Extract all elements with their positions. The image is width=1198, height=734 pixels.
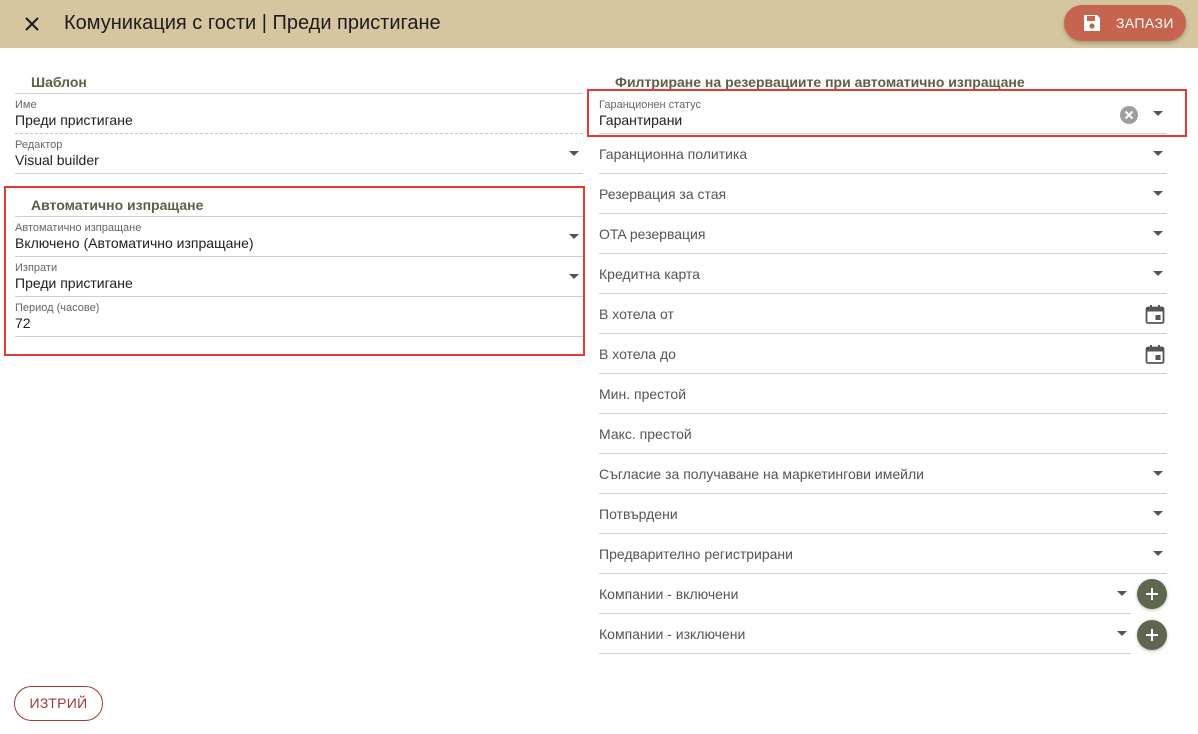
plus-icon: [1145, 587, 1159, 601]
add-company-included-button[interactable]: [1137, 579, 1167, 609]
preregistered-label: Предварително регистрирани: [599, 546, 793, 562]
dropdown-arrow-icon[interactable]: [1153, 271, 1163, 276]
filter-section-title: Филтриране на резервациите при автоматично изпращане: [615, 74, 1025, 90]
delete-button[interactable]: ИЗТРИЙ: [14, 686, 103, 721]
calendar-icon[interactable]: [1145, 344, 1165, 364]
companies-included-label: Компании - включени: [599, 586, 739, 602]
marketing-consent-select[interactable]: [599, 454, 1167, 494]
name-field-label: Име: [15, 99, 37, 111]
min-stay-label: Мин. престой: [599, 386, 687, 402]
save-icon: [1082, 13, 1102, 33]
editor-select-label: Редактор: [15, 139, 63, 151]
send-select-label: Изпрати: [15, 262, 58, 274]
min-stay-input[interactable]: [599, 374, 1167, 414]
calendar-icon[interactable]: [1145, 304, 1165, 324]
auto-send-section-title: Автоматично изпращане: [31, 197, 204, 213]
editor-select[interactable]: [15, 134, 583, 174]
name-field-value: Преди пристигане: [15, 112, 133, 128]
dropdown-arrow-icon[interactable]: [569, 274, 579, 279]
dropdown-arrow-icon[interactable]: [1153, 511, 1163, 516]
save-button-label: ЗАПАЗИ: [1116, 15, 1174, 31]
template-section-title: Шаблон: [31, 74, 87, 90]
guarantee-status-select[interactable]: [599, 94, 1167, 134]
add-company-excluded-button[interactable]: [1137, 620, 1167, 650]
save-button[interactable]: [1064, 5, 1186, 41]
ota-reservation-label: OTA резервация: [599, 226, 706, 242]
marketing-consent-label: Съгласие за получаване на маркетингови имейли: [599, 466, 924, 482]
max-stay-input[interactable]: [599, 414, 1167, 454]
dropdown-arrow-icon[interactable]: [1153, 151, 1163, 156]
auto-send-select-label: Автоматично изпращане: [15, 222, 142, 234]
in-hotel-from-date[interactable]: [599, 294, 1167, 334]
send-select-value: Преди пристигане: [15, 275, 133, 291]
confirmed-label: Потвърдени: [599, 506, 678, 522]
dropdown-arrow-icon[interactable]: [1153, 111, 1163, 116]
period-hours-label: Период (часове): [15, 302, 100, 314]
room-reservation-label: Резервация за стая: [599, 186, 727, 202]
dropdown-arrow-icon[interactable]: [1153, 551, 1163, 556]
in-hotel-to-label: В хотела до: [599, 346, 676, 362]
in-hotel-from-label: В хотела от: [599, 306, 674, 322]
plus-icon: [1145, 628, 1159, 642]
editor-select-value: Visual builder: [15, 152, 99, 168]
max-stay-label: Макс. престой: [599, 426, 692, 442]
companies-included-select[interactable]: [599, 574, 1131, 614]
clear-icon[interactable]: [1119, 105, 1139, 125]
dropdown-arrow-icon[interactable]: [1153, 471, 1163, 476]
top-bar: [0, 0, 1198, 48]
guarantee-policy-label: Гаранционна политика: [599, 146, 748, 162]
credit-card-label: Кредитна карта: [599, 266, 700, 282]
dropdown-arrow-icon[interactable]: [569, 151, 579, 156]
close-icon: [18, 10, 46, 38]
dropdown-arrow-icon[interactable]: [1153, 231, 1163, 236]
dropdown-arrow-icon[interactable]: [1153, 191, 1163, 196]
guarantee-status-value: Гарантирани: [599, 112, 683, 128]
preregistered-select[interactable]: [599, 534, 1167, 574]
page-title: Комуникация с гости | Преди пристигане: [64, 12, 441, 34]
close-button[interactable]: [18, 10, 46, 38]
companies-excluded-label: Компании - изключени: [599, 626, 746, 642]
guarantee-status-label: Гаранционен статус: [599, 99, 701, 111]
dropdown-arrow-icon[interactable]: [569, 234, 579, 239]
name-field[interactable]: [15, 94, 583, 134]
dropdown-arrow-icon[interactable]: [1117, 591, 1127, 596]
auto-send-select-value: Включено (Автоматично изпращане): [15, 235, 254, 251]
period-hours-value: 72: [15, 315, 31, 331]
credit-card-select[interactable]: [599, 254, 1167, 294]
period-hours-input[interactable]: [15, 297, 583, 337]
guarantee-policy-select[interactable]: [599, 134, 1167, 174]
confirmed-select[interactable]: [599, 494, 1167, 534]
dropdown-arrow-icon[interactable]: [1117, 631, 1127, 636]
in-hotel-to-date[interactable]: [599, 334, 1167, 374]
ota-reservation-select[interactable]: [599, 214, 1167, 254]
companies-excluded-select[interactable]: [599, 614, 1131, 654]
auto-send-select[interactable]: [15, 217, 583, 257]
send-select[interactable]: [15, 257, 583, 297]
room-reservation-select[interactable]: [599, 174, 1167, 214]
